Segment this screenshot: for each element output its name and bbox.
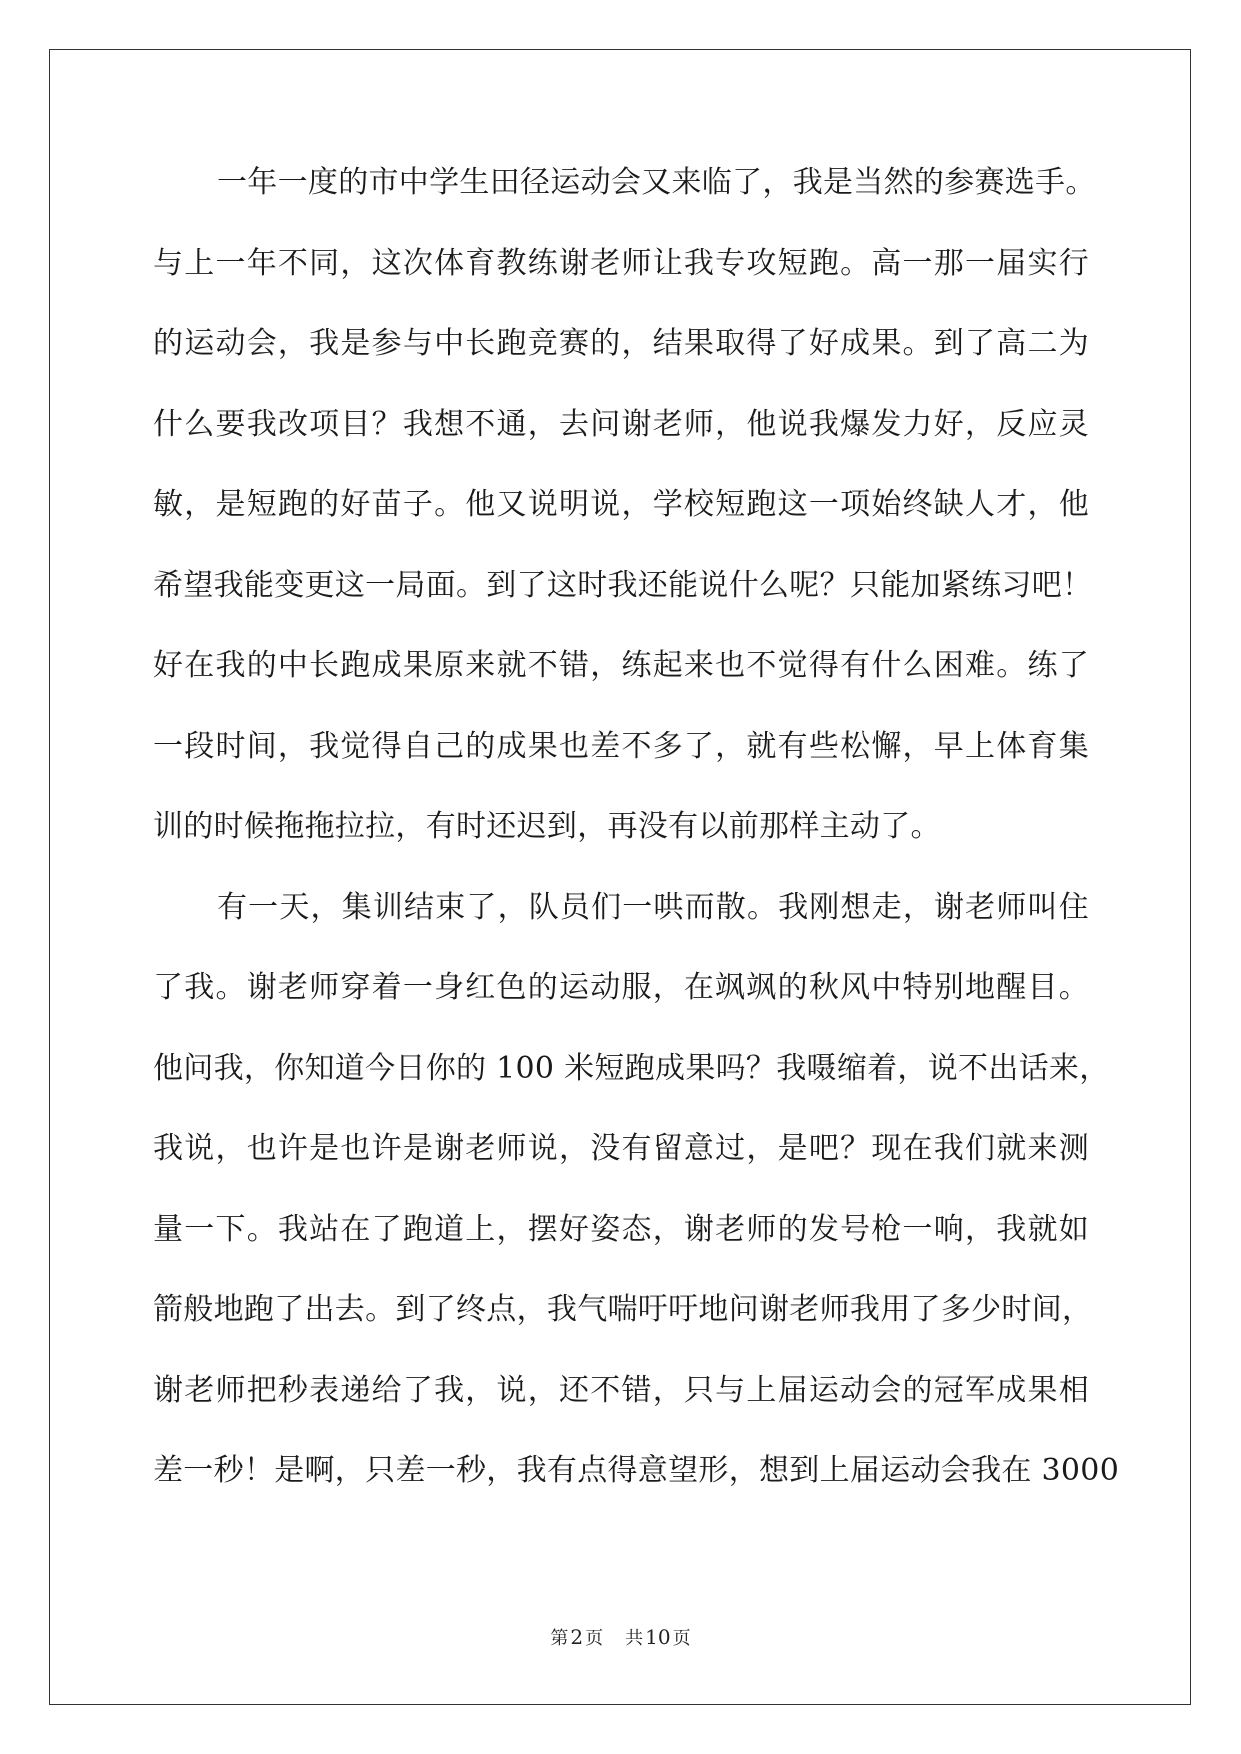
page-footer <box>0 1624 1241 1650</box>
paragraph-1-line-1: 一年一度的市中学生田径运动会又来临了，我是当然的参赛选手。 <box>217 165 1096 200</box>
paragraph-1-line-2: 与上一年不同，这次体育教练谢老师让我专攻短跑。高一那一届实行 <box>153 245 1089 281</box>
page-current: 2 <box>570 1625 584 1649</box>
paragraph-1-line-6: 希望我能变更这一局面。到了这时我还能说什么呢？只能加紧练习吧！ <box>153 567 1093 603</box>
total-prefix: 共 <box>625 1628 644 1649</box>
total-suffix: 页 <box>672 1628 691 1649</box>
paragraph-2-line-7: 谢老师把秒表递给了我，说，还不错，只与上届运动会的冠军成果相 <box>153 1372 1089 1408</box>
page-suffix: 页 <box>585 1628 604 1649</box>
paragraph-2-line-4: 我说，也许是也许是谢老师说，没有留意过，是吧？现在我们就来测 <box>153 1131 1089 1166</box>
paragraph-2-line-1: 有一天，集训结束了，队员们一哄而散。我刚想走，谢老师叫住 <box>217 889 1089 925</box>
paragraph-1-line-4: 什么要我改项目？我想不通，去问谢老师，他说我爆发力好，反应灵 <box>153 406 1089 442</box>
paragraph-2-line-2: 了我。谢老师穿着一身红色的运动服，在飒飒的秋风中特别地醒目。 <box>153 970 1089 1005</box>
paragraph-1-line-8: 一段时间，我觉得自己的成果也差不多了，就有些松懈，早上体育集 <box>153 728 1089 764</box>
paragraph-1-line-5: 敏，是短跑的好苗子。他又说明说，学校短跑这一项始终缺人才，他 <box>153 487 1089 522</box>
paragraph-2-line-8: 差一秒！是啊，只差一秒，我有点得意望形，想到上届运动会我在 3000 <box>153 1453 1120 1488</box>
paragraph-1-line-3: 的运动会，我是参与中长跑竞赛的，结果取得了好成果。到了高二为 <box>153 326 1089 361</box>
paragraph-2-line-5: 量一下。我站在了跑道上，摆好姿态，谢老师的发号枪一响，我就如 <box>153 1211 1089 1247</box>
paragraph-1-line-7: 好在我的中长跑成果原来就不错，练起来也不觉得有什么困难。练了 <box>153 648 1089 683</box>
document-body <box>153 158 1120 1527</box>
paragraph-2-line-3: 他问我，你知道今日你的 100 米短跑成果吗？我嗫缩着，说不出话来， <box>153 1050 1110 1086</box>
paragraph-1-line-9: 训的时候拖拖拉拉，有时还迟到，再没有以前那样主动了。 <box>153 809 941 844</box>
page-prefix: 第 <box>550 1628 569 1649</box>
page-total: 10 <box>645 1625 671 1649</box>
paragraph-2-line-6: 箭般地跑了出去。到了终点，我气喘吁吁地问谢老师我用了多少时间， <box>153 1292 1093 1327</box>
